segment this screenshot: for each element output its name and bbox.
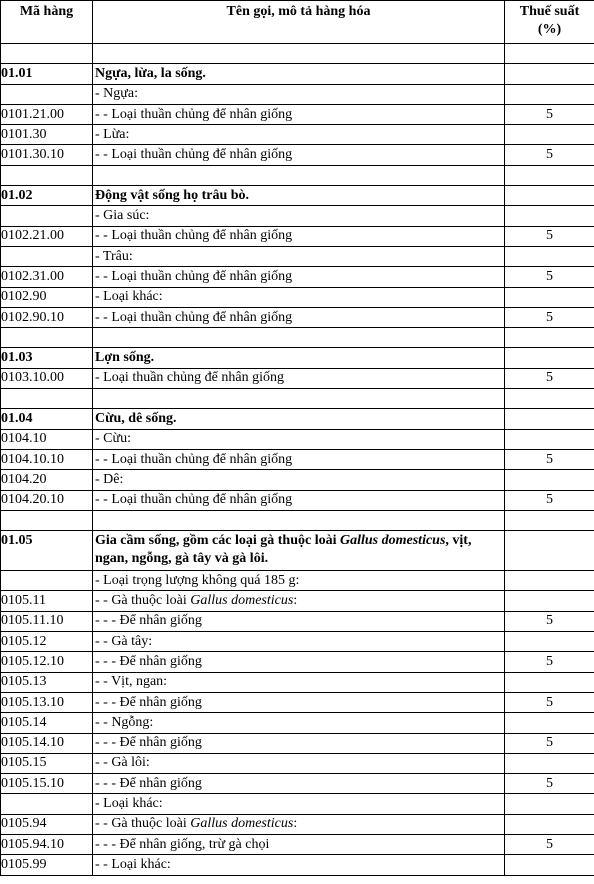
code-cell: 0105.11 bbox=[1, 591, 93, 611]
description-cell: - Loại khác: bbox=[93, 287, 505, 307]
description-cell: - - - Để nhân giống bbox=[93, 611, 505, 631]
code-cell: 0105.12.10 bbox=[1, 652, 93, 672]
rate-cell bbox=[505, 287, 594, 307]
code-cell: 0105.99 bbox=[1, 855, 93, 875]
rate-cell: 5 bbox=[505, 449, 594, 469]
description-cell: - - - Để nhân giống bbox=[93, 692, 505, 712]
description-cell bbox=[93, 165, 505, 185]
rate-cell bbox=[505, 531, 594, 571]
rate-cell bbox=[505, 591, 594, 611]
code-cell: 0105.14 bbox=[1, 713, 93, 733]
code-cell: 0104.20 bbox=[1, 470, 93, 490]
code-cell: 01.05 bbox=[1, 531, 93, 571]
code-cell: 0102.90.10 bbox=[1, 307, 93, 327]
heading-row bbox=[1, 64, 594, 84]
rate-cell bbox=[505, 632, 594, 652]
rate-cell: 5 bbox=[505, 226, 594, 246]
description-cell: - Loại trọng lượng không quá 185 g: bbox=[93, 571, 505, 591]
description-cell: - Ngựa: bbox=[93, 84, 505, 104]
rate-cell bbox=[505, 672, 594, 692]
heading-row bbox=[1, 409, 594, 429]
code-cell bbox=[1, 165, 93, 185]
table-row bbox=[1, 490, 594, 510]
description-cell: - Cừu: bbox=[93, 429, 505, 449]
description-part: Gia cầm sống, gồm các loại gà thuộc loài bbox=[95, 533, 340, 549]
rate-cell: 5 bbox=[505, 368, 594, 388]
description-cell bbox=[93, 531, 505, 571]
description-cell bbox=[93, 328, 505, 348]
rate-cell bbox=[505, 125, 594, 145]
table-row bbox=[1, 774, 594, 794]
table-row bbox=[1, 713, 594, 733]
code-cell: 0101.30 bbox=[1, 125, 93, 145]
table-row bbox=[1, 307, 594, 327]
table-row bbox=[1, 206, 594, 226]
description-cell: - Dê: bbox=[93, 470, 505, 490]
rate-cell: 5 bbox=[505, 834, 594, 854]
table-row bbox=[1, 368, 594, 388]
rate-cell bbox=[505, 64, 594, 84]
description-cell: - Loại khác: bbox=[93, 794, 505, 814]
table-row bbox=[1, 753, 594, 773]
code-cell: 01.01 bbox=[1, 64, 93, 84]
table-row bbox=[1, 145, 594, 165]
description-cell bbox=[93, 44, 505, 64]
blank-row bbox=[1, 389, 594, 409]
code-cell bbox=[1, 389, 93, 409]
description-cell bbox=[93, 814, 505, 834]
rate-cell bbox=[505, 186, 594, 206]
rate-cell bbox=[505, 510, 594, 530]
code-cell: 01.04 bbox=[1, 409, 93, 429]
code-cell bbox=[1, 571, 93, 591]
table-row bbox=[1, 814, 594, 834]
code-cell: 0102.90 bbox=[1, 287, 93, 307]
table-row bbox=[1, 226, 594, 246]
description-cell: - - Vịt, ngan: bbox=[93, 672, 505, 692]
code-cell: 0104.20.10 bbox=[1, 490, 93, 510]
code-cell: 0101.21.00 bbox=[1, 104, 93, 124]
rate-cell: 5 bbox=[505, 307, 594, 327]
heading-row bbox=[1, 348, 594, 368]
description-cell: - - Gà lôi: bbox=[93, 753, 505, 773]
table-row bbox=[1, 125, 594, 145]
code-cell: 0105.14.10 bbox=[1, 733, 93, 753]
table-row bbox=[1, 611, 594, 631]
code-cell: 0102.21.00 bbox=[1, 226, 93, 246]
table-row bbox=[1, 591, 594, 611]
table-body bbox=[1, 44, 594, 876]
rate-cell: 5 bbox=[505, 652, 594, 672]
code-cell bbox=[1, 44, 93, 64]
code-cell: 0105.13 bbox=[1, 672, 93, 692]
species-name: Gallus domesticus bbox=[340, 533, 446, 549]
description-cell: - - Loại thuần chủng để nhân giống bbox=[93, 145, 505, 165]
code-cell: 0105.12 bbox=[1, 632, 93, 652]
rate-cell: 5 bbox=[505, 490, 594, 510]
description-part: : bbox=[293, 816, 298, 832]
rate-cell bbox=[505, 814, 594, 834]
code-cell: 0104.10.10 bbox=[1, 449, 93, 469]
code-cell: 0103.10.00 bbox=[1, 368, 93, 388]
description-part: - - Gà thuộc loài bbox=[95, 816, 191, 832]
table-row bbox=[1, 246, 594, 266]
header-description: Tên gọi, mô tả hàng hóa bbox=[93, 1, 505, 44]
rate-cell: 5 bbox=[505, 733, 594, 753]
header-code: Mã hàng bbox=[1, 1, 93, 44]
table-row bbox=[1, 104, 594, 124]
code-cell bbox=[1, 328, 93, 348]
code-cell: 0105.94.10 bbox=[1, 834, 93, 854]
heading-row bbox=[1, 186, 594, 206]
rate-cell: 5 bbox=[505, 774, 594, 794]
rate-cell bbox=[505, 429, 594, 449]
description-cell: - - Loại thuần chủng để nhân giống bbox=[93, 449, 505, 469]
rate-cell bbox=[505, 246, 594, 266]
description-part: : bbox=[293, 593, 298, 609]
rate-cell bbox=[505, 794, 594, 814]
description-cell: - - Loại thuần chủng để nhân giống bbox=[93, 490, 505, 510]
description-cell: - - - Để nhân giống, trừ gà chọi bbox=[93, 834, 505, 854]
code-cell: 0105.94 bbox=[1, 814, 93, 834]
description-cell: - Loại thuần chủng để nhân giống bbox=[93, 368, 505, 388]
code-cell bbox=[1, 84, 93, 104]
table-row bbox=[1, 429, 594, 449]
rate-cell bbox=[505, 165, 594, 185]
table-row bbox=[1, 834, 594, 854]
table-row bbox=[1, 84, 594, 104]
blank-row bbox=[1, 328, 594, 348]
rate-cell bbox=[505, 206, 594, 226]
table-row bbox=[1, 287, 594, 307]
rate-cell bbox=[505, 470, 594, 490]
rate-cell bbox=[505, 348, 594, 368]
table-row bbox=[1, 632, 594, 652]
table-row bbox=[1, 855, 594, 875]
description-cell: - - Loại khác: bbox=[93, 855, 505, 875]
description-cell: - Trâu: bbox=[93, 246, 505, 266]
rate-cell bbox=[505, 44, 594, 64]
code-cell: 01.03 bbox=[1, 348, 93, 368]
rate-cell bbox=[505, 409, 594, 429]
description-cell: - - - Để nhân giống bbox=[93, 652, 505, 672]
description-cell: Ngựa, lừa, la sống. bbox=[93, 64, 505, 84]
description-cell: - - Loại thuần chủng để nhân giống bbox=[93, 267, 505, 287]
description-cell bbox=[93, 389, 505, 409]
description-cell bbox=[93, 510, 505, 530]
description-cell: Động vật sống họ trâu bò. bbox=[93, 186, 505, 206]
code-cell: 0104.10 bbox=[1, 429, 93, 449]
description-part: - - Gà thuộc loài bbox=[95, 593, 191, 609]
table-row bbox=[1, 571, 594, 591]
description-part: , vịt, ngan, ngỗng, gà tây và gà lôi. bbox=[95, 533, 472, 567]
table-header-row bbox=[1, 1, 594, 44]
table-row bbox=[1, 692, 594, 712]
code-cell: 0105.15 bbox=[1, 753, 93, 773]
header-rate: Thuế suất (%) bbox=[505, 1, 594, 44]
rate-cell bbox=[505, 855, 594, 875]
table-row bbox=[1, 449, 594, 469]
rate-cell bbox=[505, 389, 594, 409]
rate-cell bbox=[505, 571, 594, 591]
table-row bbox=[1, 267, 594, 287]
blank-row bbox=[1, 510, 594, 530]
blank-row bbox=[1, 165, 594, 185]
description-cell: - Gia súc: bbox=[93, 206, 505, 226]
rate-cell bbox=[505, 328, 594, 348]
description-cell: - - Loại thuần chủng để nhân giống bbox=[93, 307, 505, 327]
code-cell: 0105.15.10 bbox=[1, 774, 93, 794]
blank-row bbox=[1, 44, 594, 64]
code-cell: 0101.30.10 bbox=[1, 145, 93, 165]
code-cell bbox=[1, 206, 93, 226]
description-cell: - - Loại thuần chủng để nhân giống bbox=[93, 226, 505, 246]
description-cell: - - Ngỗng: bbox=[93, 713, 505, 733]
code-cell bbox=[1, 246, 93, 266]
code-cell bbox=[1, 510, 93, 530]
table-row bbox=[1, 470, 594, 490]
description-cell: - - - Để nhân giống bbox=[93, 774, 505, 794]
rate-cell: 5 bbox=[505, 611, 594, 631]
rate-cell bbox=[505, 753, 594, 773]
table-row bbox=[1, 733, 594, 753]
description-cell: - - - Để nhân giống bbox=[93, 733, 505, 753]
code-cell: 0105.11.10 bbox=[1, 611, 93, 631]
description-cell: Cừu, dê sống. bbox=[93, 409, 505, 429]
rate-cell: 5 bbox=[505, 145, 594, 165]
description-cell: - - Loại thuần chủng để nhân giống bbox=[93, 104, 505, 124]
species-name: Gallus domesticus bbox=[190, 593, 294, 609]
table-row bbox=[1, 794, 594, 814]
code-cell bbox=[1, 794, 93, 814]
rate-cell: 5 bbox=[505, 267, 594, 287]
description-cell: Lợn sống. bbox=[93, 348, 505, 368]
code-cell: 0105.13.10 bbox=[1, 692, 93, 712]
species-name: Gallus domesticus bbox=[190, 816, 294, 832]
rate-cell: 5 bbox=[505, 104, 594, 124]
description-cell: - - Gà tây: bbox=[93, 632, 505, 652]
description-cell bbox=[93, 591, 505, 611]
description-cell: - Lừa: bbox=[93, 125, 505, 145]
heading-row bbox=[1, 531, 594, 571]
code-cell: 0102.31.00 bbox=[1, 267, 93, 287]
table-row bbox=[1, 672, 594, 692]
code-cell: 01.02 bbox=[1, 186, 93, 206]
rate-cell bbox=[505, 713, 594, 733]
table-row bbox=[1, 652, 594, 672]
rate-cell: 5 bbox=[505, 692, 594, 712]
rate-cell bbox=[505, 84, 594, 104]
